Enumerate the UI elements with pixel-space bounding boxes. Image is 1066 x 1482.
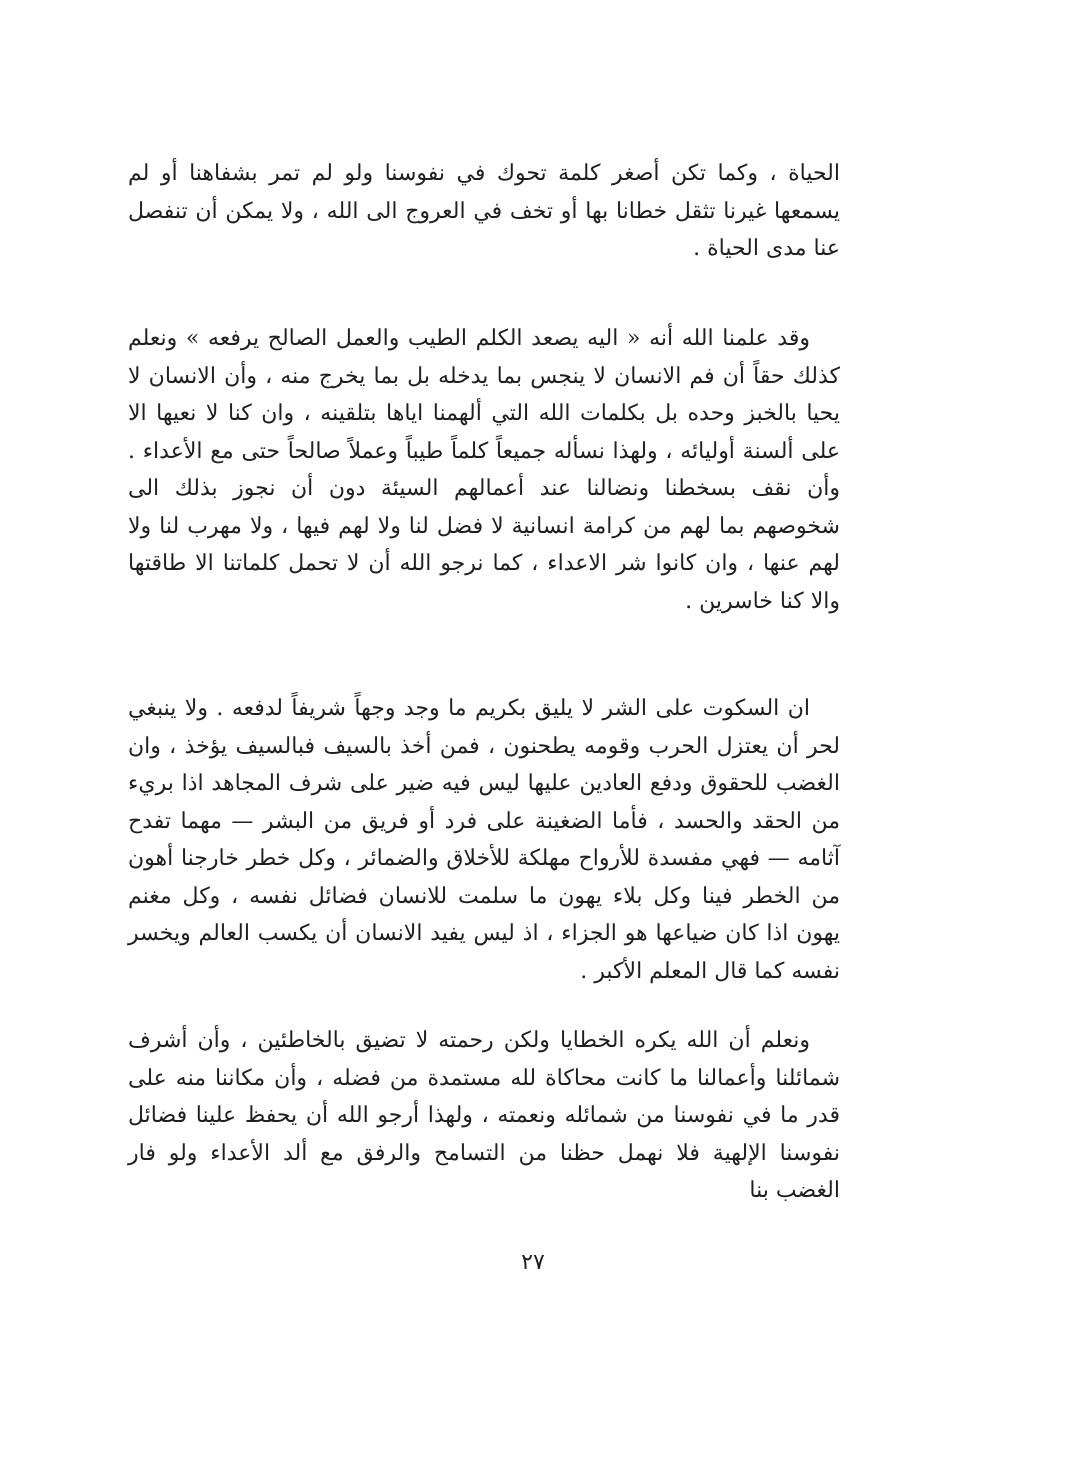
paragraph-text: الحياة ، وكما تكن أصغر كلمة تحوك في نفوسنا ولو لم تمر بشفاهنا أو لم يسمعها غيرنا تثقل خطانا بها أو تخف في العروج الى الله ، ولا يمكن أن تنفصل عنا مدى الحياة . xyxy=(128,161,840,261)
page-number: ٢٧ xyxy=(521,1250,545,1275)
paragraph-god-mercy xyxy=(128,1022,840,1210)
paragraph-text: وقد علمنا الله أنه « اليه يصعد الكلم الطيب والعمل الصالح يرفعه » ونعلم كذلك حقاً أن فم الانسان لا ينجس بما يدخله بل بما يخرج منه ، وأن الانسان لا يحيا بالخبز وحده بل بكلمات الله التي ألهمنا اياها بتلقينه ، وان كنا لا نعيها الا على ألسنة أوليائه ، ولهذا نسأله جميعاً كلماً طيباً وعملاً صالحاً حتى مع الأعداء . وأن نقف بسخطنا ونضالنا عند أعمالهم السيئة دون أن نجوز بذلك الى شخوصهم بما لهم من كرامة انسانية لا فضل لنا ولا لهم فيها ، ولا مهرب لنا ولا لهم عنها ، وان كانوا شر الاعداء ، كما نرجو الله أن لا تحمل كلماتنا الا طاقتها والا كنا خاسرين . xyxy=(128,326,840,614)
paragraph-continuation xyxy=(128,155,840,268)
paragraph-kalim-tayyib xyxy=(128,320,840,620)
paragraph-text: ان السكوت على الشر لا يليق بكريم ما وجد وجهاً شريفاً لدفعه . ولا ينبغي لحر أن يعتزل الحرب وقومه يطحنون ، فمن أخذ بالسيف فبالسيف يؤخذ ، وان الغضب للحقوق ودفع العادين عليها ليس فيه ضير على شرف المجاهد اذا بريء من الحقد والحسد ، فأما الضغينة على فرد أو فريق من البشر — مهما تفدح آثامه — فهي مفسدة للأرواح مهلكة للأخلاق والضمائر ، وكل خطر خارجنا أهون من الخطر فينا وكل بلاء يهون ما سلمت للانسان فضائل نفسه ، وكل مغنم يهون اذا كان ضياعها هو الجزاء ، اذ ليس يفيد الانسان أن يكسب العالم ويخسر نفسه كما قال المعلم الأكبر . xyxy=(128,696,840,984)
paragraph-silence-on-evil xyxy=(128,690,840,990)
paragraph-text: ونعلم أن الله يكره الخطايا ولكن رحمته لا تضيق بالخاطئين ، وأن أشرف شمائلنا وأعمالنا ما كانت محاكاة لله مستمدة من فضله ، وأن مكاننا منه على قدر ما في نفوسنا من شمائله ونعمته ، ولهذا أرجو الله أن يحفظ علينا فضائل نفوسنا الإلهية فلا نهمل حظنا من التسامح والرفق مع ألد الأعداء ولو فار الغضب بنا xyxy=(128,1028,840,1203)
